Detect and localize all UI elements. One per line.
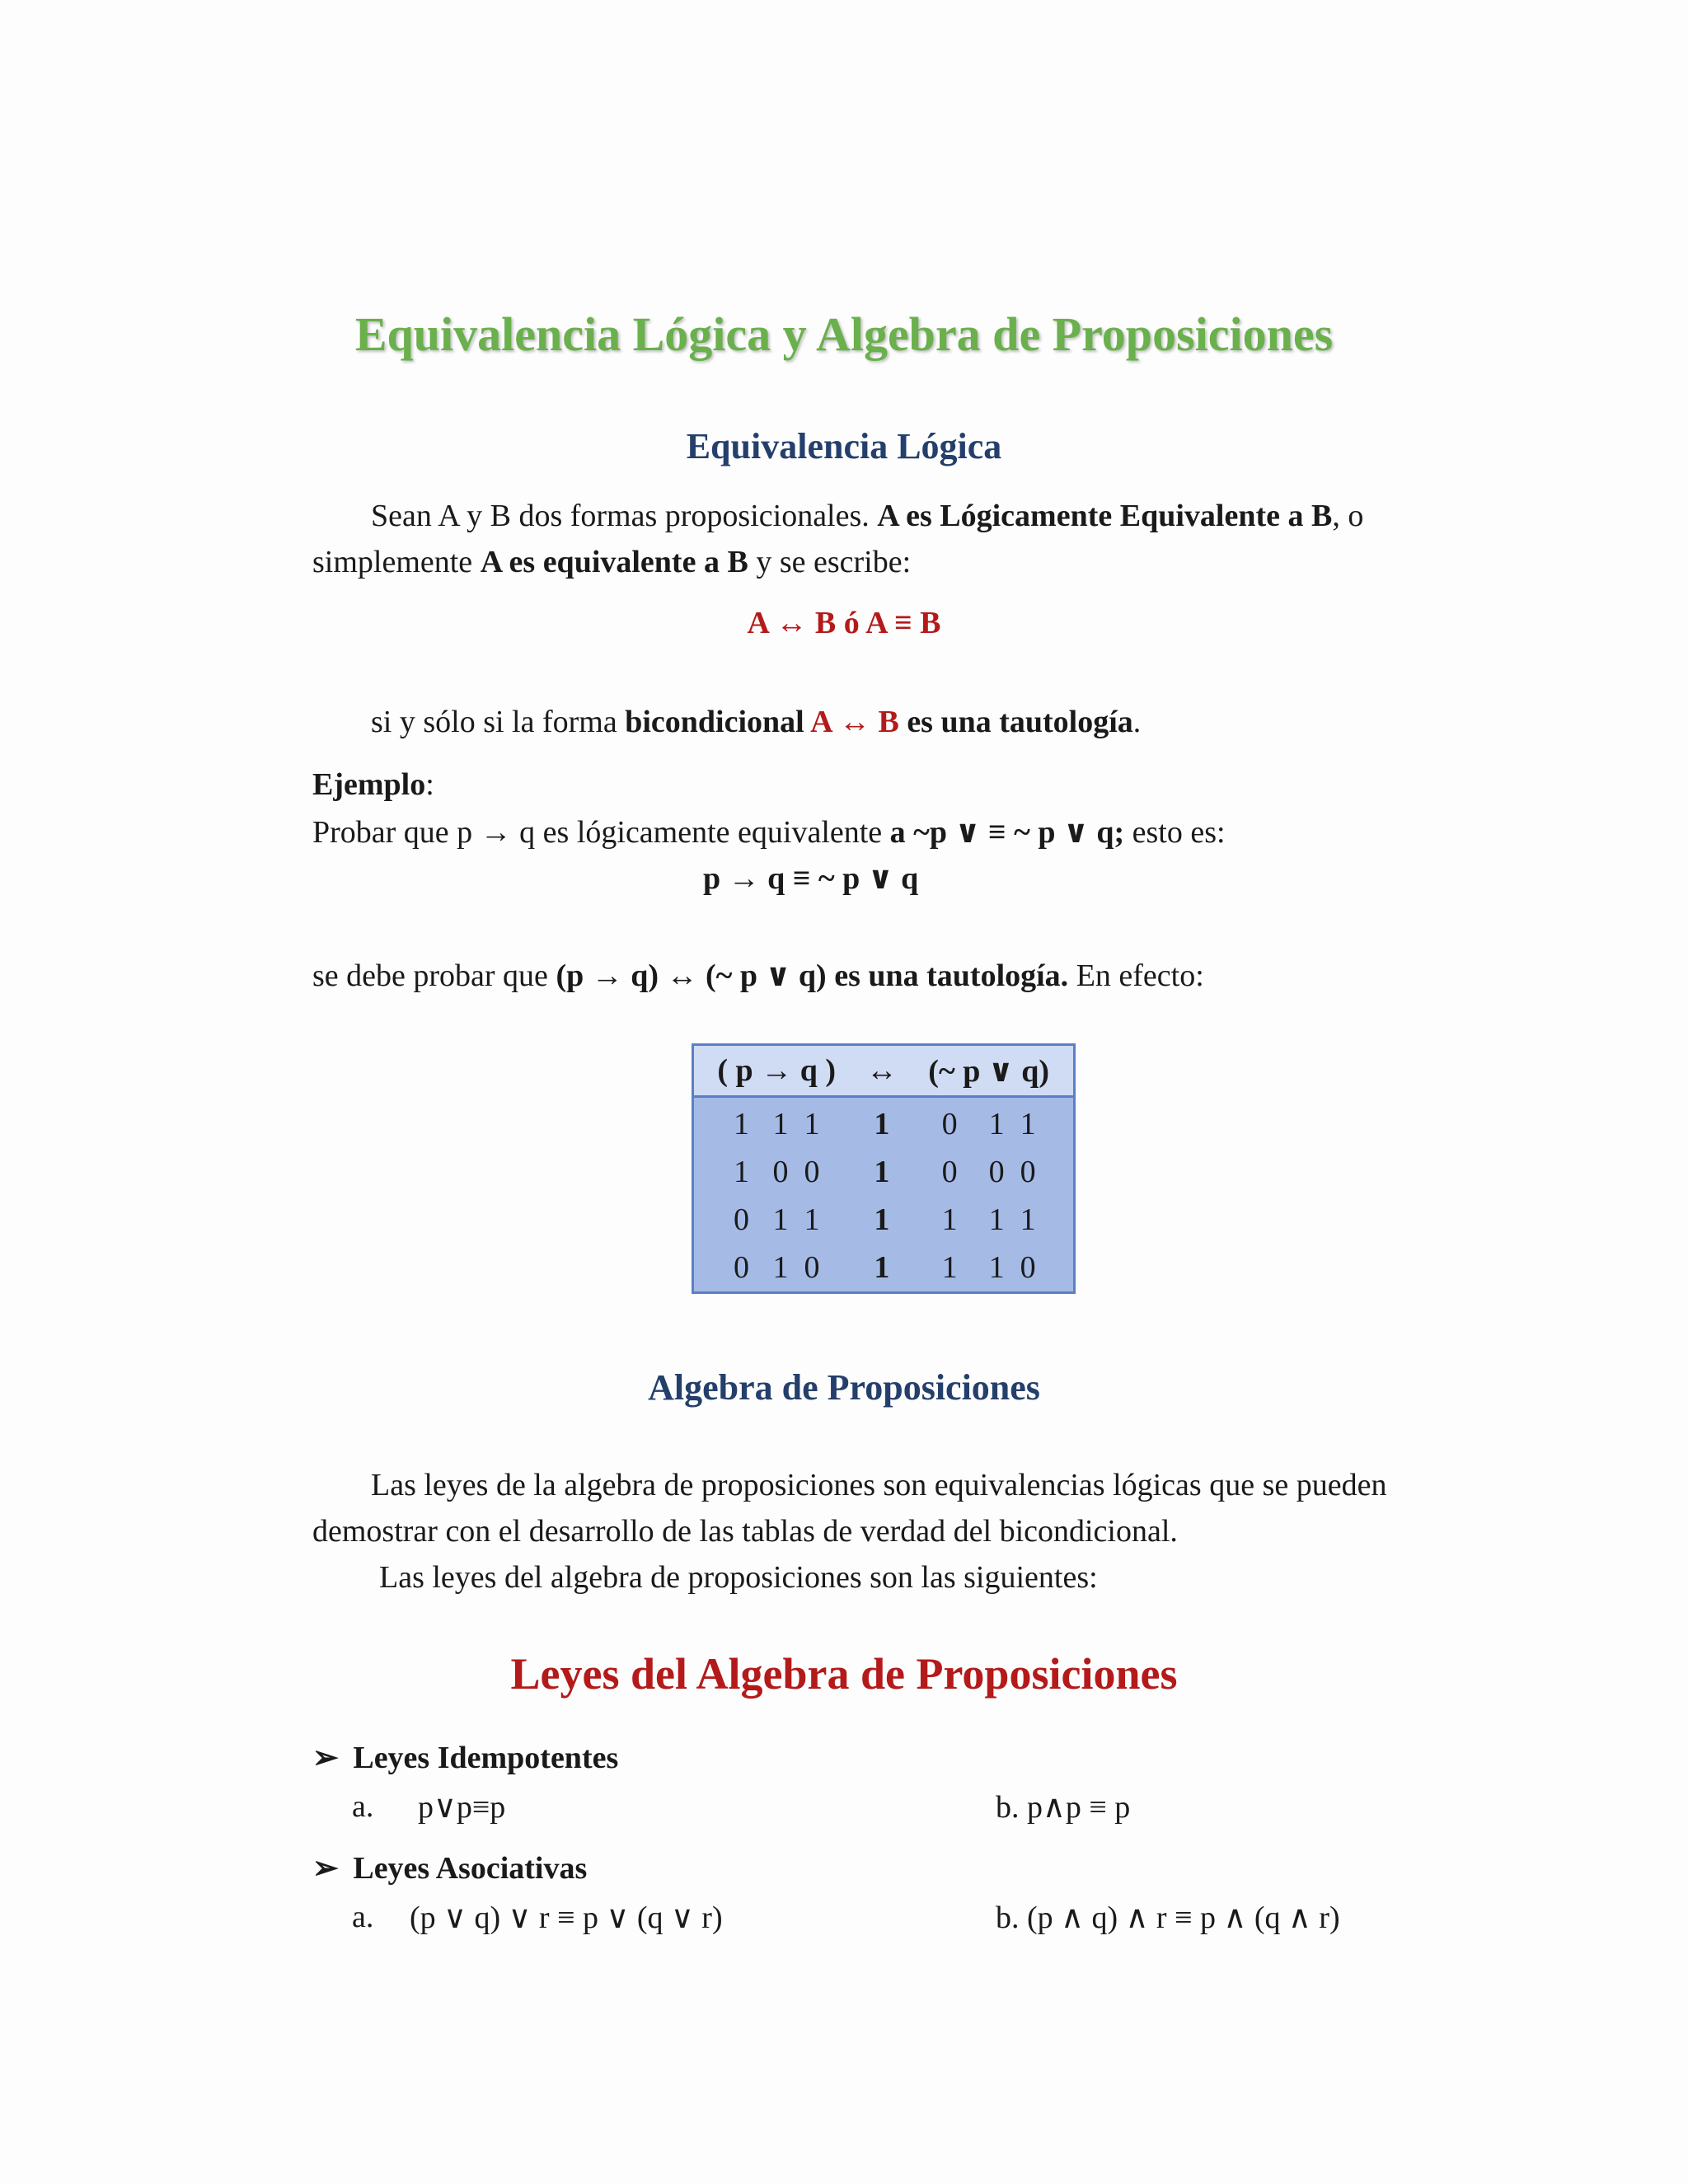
truth-table-cell: 1 1 1 (693, 1097, 860, 1149)
example-line: Probar que p → q es lógicamente equivalente a ~p ∨ ≡ ~ p ∨ q; esto es: (312, 815, 1226, 850)
truth-table-cell: 1 (859, 1196, 904, 1244)
law-item-label: a. (352, 1789, 374, 1824)
section-heading-equivalencia: Equivalencia Lógica (686, 426, 1002, 466)
algebra-para-2: Las leyes del algebra de proposiciones son las siguientes: (379, 1560, 1098, 1595)
laws-heading: Leyes del Algebra de Proposiciones (510, 1649, 1178, 1699)
page-title: Equivalencia Lógica y Algebra de Proposiciones (354, 307, 1334, 361)
truth-table (692, 1043, 1076, 1294)
truth-table-row (693, 1097, 1075, 1149)
truth-table-cell: 1 1 0 (904, 1244, 1074, 1293)
truth-table-row (693, 1148, 1075, 1196)
law-group-heading: ➢ Leyes Asociativas (312, 1851, 588, 1886)
law-group-heading: ➢ Leyes Idempotentes (312, 1741, 619, 1775)
truth-table-row (693, 1196, 1075, 1244)
truth-table-cell: 1 0 0 (693, 1148, 860, 1196)
law-item-b: b. (p ∧ q) ∧ r ≡ p ∧ (q ∧ r) (996, 1900, 1340, 1935)
truth-table-cell: 1 1 1 (904, 1196, 1074, 1244)
algebra-para-line-2: demostrar con el desarrollo de las tablas de verdad del bicondicional. (312, 1514, 1178, 1549)
condition-line: si y sólo si la forma bicondicional A ↔ B es una tautología. (371, 705, 1142, 739)
truth-table-cell: 0 0 0 (904, 1148, 1074, 1196)
bullet-arrow-icon: ➢ (312, 1741, 339, 1775)
law-item-a: p∨p≡p (418, 1790, 506, 1825)
truth-table-header: ↔ (859, 1045, 904, 1097)
intro-line-1: Sean A y B dos formas proposicionales. A es Lógicamente Equivalente a B, o (371, 499, 1364, 533)
truth-table-cell: 0 1 1 (904, 1097, 1074, 1149)
truth-table-cell: 0 1 1 (693, 1196, 860, 1244)
algebra-para-line-1: Las leyes de la algebra de proposiciones son equivalencias lógicas que se pueden (371, 1468, 1387, 1502)
truth-table-cell: 0 1 0 (693, 1244, 860, 1293)
law-item-b: b. p∧p ≡ p (996, 1790, 1131, 1825)
truth-table-cell: 1 (859, 1148, 904, 1196)
example-label: Ejemplo: (312, 767, 434, 802)
truth-table-row (693, 1244, 1075, 1293)
law-item-label: a. (352, 1900, 374, 1934)
truth-table-cell: 1 (859, 1244, 904, 1293)
example-formula: p → q ≡ ~ p ∨ q (703, 861, 919, 896)
equivalence-notation: A ↔ B ó A ≡ B (747, 606, 941, 640)
law-item-a: (p ∨ q) ∨ r ≡ p ∨ (q ∨ r) (410, 1900, 723, 1935)
truth-table-header: (~ p ∨ q) (904, 1045, 1074, 1097)
section-heading-algebra: Algebra de Proposiciones (648, 1367, 1040, 1408)
bullet-arrow-icon: ➢ (312, 1851, 339, 1886)
truth-table-header-row (693, 1045, 1075, 1097)
truth-table-header: ( p → q ) (693, 1045, 860, 1097)
proof-line: se debe probar que (p → q) ↔ (~ p ∨ q) es una tautología. En efecto: (312, 958, 1204, 993)
truth-table-cell: 1 (859, 1097, 904, 1149)
intro-line-2: simplemente A es equivalente a B y se escribe: (312, 545, 912, 579)
